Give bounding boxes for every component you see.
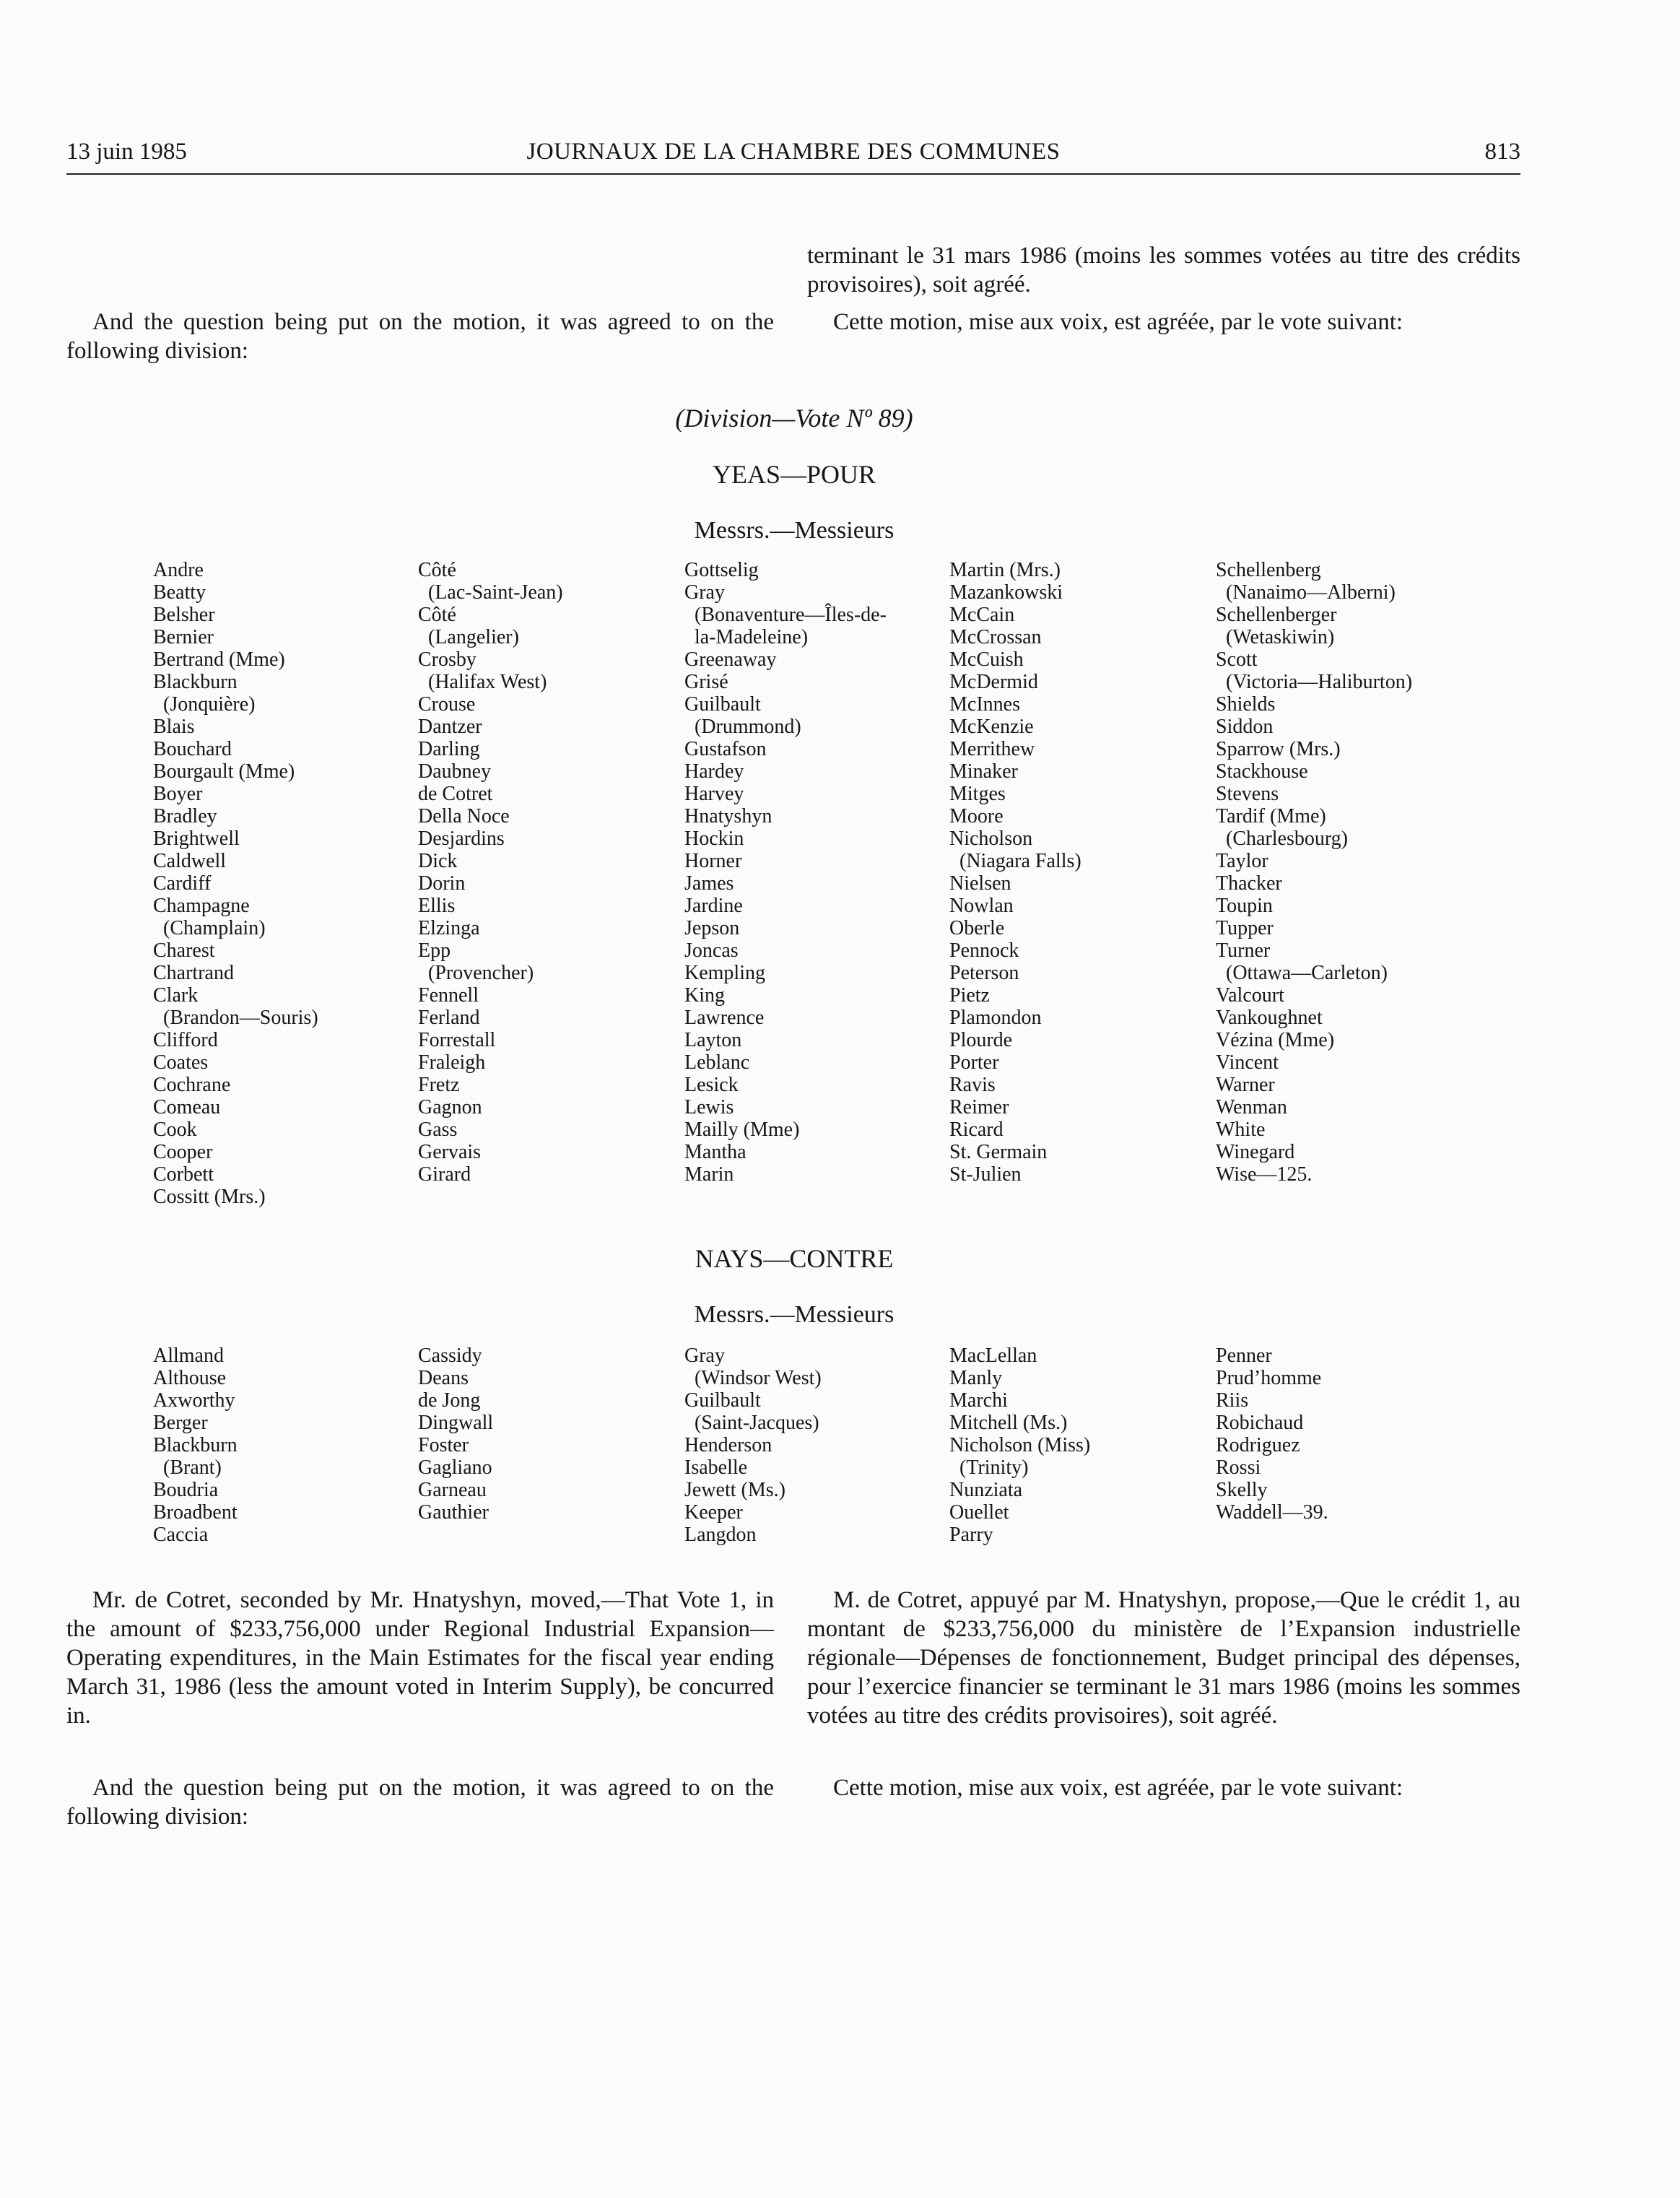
member-name: Elzinga (418, 917, 480, 939)
member-name: Lewis (684, 1096, 734, 1118)
member-name: Martin (Mrs.) (949, 559, 1061, 581)
member-name: Penner (1216, 1345, 1272, 1367)
member-name: Prud’homme (1216, 1367, 1322, 1389)
member-name: Jardine (684, 895, 743, 917)
member-name: Ravis (949, 1074, 996, 1096)
member-name: Bouchard (153, 738, 232, 760)
member-name: Mitchell (Ms.) (949, 1412, 1068, 1434)
member-name: Garneau (418, 1479, 487, 1501)
member-name: (Brant) (153, 1456, 222, 1479)
member-name: Crosby (418, 648, 476, 671)
member-name: King (684, 984, 725, 1007)
member-name: Plamondon (949, 1007, 1042, 1029)
member-name: Guilbault (684, 693, 761, 716)
member-name: Mitges (949, 783, 1006, 805)
member-name: Hnatyshyn (684, 805, 772, 827)
member-name: Beatty (153, 581, 206, 604)
member-name: Clifford (153, 1029, 218, 1051)
member-name: Wise—125. (1216, 1163, 1313, 1186)
nays-column-5 (1216, 1345, 1328, 1524)
member-name: la-Madeleine) (684, 626, 809, 648)
member-name: Cassidy (418, 1345, 482, 1367)
yeas-column-2 (418, 559, 563, 1186)
member-name: Forrestall (418, 1029, 496, 1051)
member-name: Fretz (418, 1074, 460, 1096)
header-rule (66, 173, 1520, 175)
member-name: (Trinity) (949, 1456, 1029, 1479)
member-name: Merrithew (949, 738, 1035, 760)
member-name: Mazankowski (949, 581, 1063, 604)
yeas-column-4 (949, 559, 1081, 1186)
member-name: Nicholson (949, 827, 1033, 850)
page-header (66, 139, 1520, 176)
member-name: Allmand (153, 1345, 224, 1367)
member-name: Gustafson (684, 738, 767, 760)
member-name: Côté (418, 604, 456, 626)
member-name: Blackburn (153, 1434, 238, 1456)
member-name: Comeau (153, 1096, 221, 1118)
member-name: Bertrand (Mme) (153, 648, 285, 671)
french-question-top: Cette motion, mise aux voix, est agréée, par le vote suivant: (833, 309, 1403, 335)
member-name: Cardiff (153, 872, 212, 895)
member-name: Robichaud (1216, 1412, 1304, 1434)
member-name: Bradley (153, 805, 217, 827)
nays-column-1 (153, 1345, 238, 1546)
member-name: Coates (153, 1051, 209, 1074)
member-name: McDermid (949, 671, 1038, 693)
member-name: Manly (949, 1367, 1003, 1389)
member-name: Girard (418, 1163, 471, 1186)
member-name: Hardey (684, 760, 744, 783)
member-name: MacLellan (949, 1345, 1037, 1367)
member-name: Parry (949, 1524, 993, 1546)
member-name: Vankoughnet (1216, 1007, 1323, 1029)
member-name: Jewett (Ms.) (684, 1479, 785, 1501)
member-name: (Lac-Saint-Jean) (418, 581, 563, 604)
member-name: de Jong (418, 1389, 481, 1412)
member-name: Rodriguez (1216, 1434, 1300, 1456)
member-name: Lawrence (684, 1007, 765, 1029)
member-name: Cook (153, 1118, 197, 1141)
member-name: Broadbent (153, 1501, 238, 1524)
member-name: Sparrow (Mrs.) (1216, 738, 1341, 760)
member-name: Nunziata (949, 1479, 1023, 1501)
member-name: Lesick (684, 1074, 739, 1096)
member-name: Warner (1216, 1074, 1275, 1096)
member-name: Tardif (Mme) (1216, 805, 1326, 827)
nays-column-2 (418, 1345, 493, 1524)
yeas-column-3 (684, 559, 887, 1186)
member-name: Deans (418, 1367, 469, 1389)
member-name: Fraleigh (418, 1051, 486, 1074)
member-name: Layton (684, 1029, 742, 1051)
member-name: Gauthier (418, 1501, 489, 1524)
member-name: Chartrand (153, 962, 234, 984)
member-name: McKenzie (949, 716, 1034, 738)
page-number: 813 (1484, 139, 1520, 165)
member-name: Desjardins (418, 827, 505, 850)
member-name: (Bonaventure—Îles-de- (684, 604, 887, 626)
member-name: Cooper (153, 1141, 213, 1163)
nays-column-4 (949, 1345, 1090, 1546)
member-name: Greenaway (684, 648, 777, 671)
member-name: Foster (418, 1434, 469, 1456)
member-name: Crouse (418, 693, 476, 716)
division-title: (Division—Vote Nº 89) (675, 404, 913, 433)
member-name: (Victoria—Haliburton) (1216, 671, 1413, 693)
member-name: McCuish (949, 648, 1024, 671)
member-name: Dick (418, 850, 458, 872)
member-name: Gray (684, 581, 725, 604)
member-name: Skelly (1216, 1479, 1268, 1501)
member-name: Henderson (684, 1434, 772, 1456)
member-name: Peterson (949, 962, 1019, 984)
member-name: James (684, 872, 734, 895)
member-name: (Saint-Jacques) (684, 1412, 819, 1434)
member-name: (Langelier) (418, 626, 519, 648)
member-name: Vincent (1216, 1051, 1279, 1074)
english-question-top: And the question being put on the motion, it was agreed to on the following division: (66, 309, 774, 364)
member-name: Guilbault (684, 1389, 761, 1412)
member-name: Charest (153, 939, 215, 962)
member-name: Grisé (684, 671, 728, 693)
nays-subheading: Messrs.—Messieurs (694, 1301, 895, 1328)
member-name: Nielsen (949, 872, 1011, 895)
member-name: Wenman (1216, 1096, 1287, 1118)
member-name: Andre (153, 559, 204, 581)
member-name: Dantzer (418, 716, 482, 738)
member-name: Gottselig (684, 559, 759, 581)
member-name: Gervais (418, 1141, 482, 1163)
member-name: Marin (684, 1163, 734, 1186)
member-name: Caldwell (153, 850, 227, 872)
member-name: Reimer (949, 1096, 1009, 1118)
member-name: Taylor (1216, 850, 1268, 872)
member-name: Waddell—39. (1216, 1501, 1328, 1524)
member-name: Daubney (418, 760, 492, 783)
nays-column-3 (684, 1345, 822, 1546)
member-name: Pietz (949, 984, 990, 1007)
member-name: Mailly (Mme) (684, 1118, 800, 1141)
member-name: Toupin (1216, 895, 1273, 917)
member-name: Minaker (949, 760, 1018, 783)
yeas-subheading: Messrs.—Messieurs (694, 517, 895, 544)
member-name: Plourde (949, 1029, 1013, 1051)
member-name: Winegard (1216, 1141, 1295, 1163)
yeas-column-1 (153, 559, 318, 1208)
member-name: McCain (949, 604, 1015, 626)
nays-heading: NAYS—CONTRE (695, 1244, 894, 1273)
journal-title: JOURNAUX DE LA CHAMBRE DES COMMUNES (526, 139, 1061, 165)
english-motion: Mr. de Cotret, seconded by Mr. Hnatyshyn, moved,—That Vote 1, in the amount of $233,756,000 under Regional Industrial Expansion—Operating expenditures, in the Main Estimates for the fiscal year ending March 31, 1986 (less the amount voted in Interim Supply), be concurred in. (66, 1587, 774, 1729)
member-name: Keeper (684, 1501, 743, 1524)
member-name: Nowlan (949, 895, 1014, 917)
member-name: Joncas (684, 939, 739, 962)
member-name: (Champlain) (153, 917, 266, 939)
member-name: Blackburn (153, 671, 238, 693)
member-name: de Cotret (418, 783, 493, 805)
member-name: Kempling (684, 962, 765, 984)
member-name: Epp (418, 939, 451, 962)
member-name: Gray (684, 1345, 725, 1367)
member-name: St. Germain (949, 1141, 1048, 1163)
member-name: Della Noce (418, 805, 510, 827)
member-name: Bourgault (Mme) (153, 760, 295, 783)
member-name: Stevens (1216, 783, 1279, 805)
member-name: Porter (949, 1051, 999, 1074)
english-question-bottom: And the question being put on the motion, it was agreed to on the following division: (66, 1775, 774, 1830)
member-name: Darling (418, 738, 480, 760)
member-name: Hockin (684, 827, 744, 850)
member-name: Gass (418, 1118, 458, 1141)
member-name: Turner (1216, 939, 1271, 962)
member-name: Cossitt (Mrs.) (153, 1186, 266, 1208)
member-name: Berger (153, 1412, 208, 1434)
member-name: (Provencher) (418, 962, 534, 984)
french-question-bottom: Cette motion, mise aux voix, est agréée, par le vote suivant: (833, 1775, 1403, 1801)
member-name: Ferland (418, 1007, 480, 1029)
member-name: Cochrane (153, 1074, 231, 1096)
member-name: Moore (949, 805, 1004, 827)
member-name: Clark (153, 984, 199, 1007)
member-name: White (1216, 1118, 1266, 1141)
member-name: Harvey (684, 783, 744, 805)
member-name: Corbett (153, 1163, 214, 1186)
member-name: Brightwell (153, 827, 240, 850)
member-name: (Windsor West) (684, 1367, 822, 1389)
member-name: Oberle (949, 917, 1005, 939)
member-name: Siddon (1216, 716, 1274, 738)
member-name: Riis (1216, 1389, 1249, 1412)
member-name: (Ottawa—Carleton) (1216, 962, 1388, 984)
member-name: Shields (1216, 693, 1276, 716)
member-name: Gagliano (418, 1456, 492, 1479)
member-name: St-Julien (949, 1163, 1022, 1186)
member-name: Boudria (153, 1479, 219, 1501)
member-name: (Brandon—Souris) (153, 1007, 318, 1029)
member-name: Ricard (949, 1118, 1004, 1141)
member-name: Stackhouse (1216, 760, 1308, 783)
member-name: (Halifax West) (418, 671, 547, 693)
member-name: Dorin (418, 872, 466, 895)
member-name: McInnes (949, 693, 1020, 716)
member-name: Gagnon (418, 1096, 482, 1118)
member-name: Côté (418, 559, 456, 581)
member-name: Rossi (1216, 1456, 1261, 1479)
member-name: (Wetaskiwin) (1216, 626, 1335, 648)
member-name: (Jonquière) (153, 693, 256, 716)
member-name: Marchi (949, 1389, 1008, 1412)
member-name: Blais (153, 716, 195, 738)
member-name: Vézina (Mme) (1216, 1029, 1335, 1051)
member-name: Thacker (1216, 872, 1282, 895)
member-name: Caccia (153, 1524, 209, 1546)
yeas-heading: YEAS—POUR (712, 460, 876, 489)
member-name: Scott (1216, 648, 1258, 671)
member-name: Fennell (418, 984, 479, 1007)
member-name: Dingwall (418, 1412, 494, 1434)
member-name: Champagne (153, 895, 250, 917)
member-name: Langdon (684, 1524, 757, 1546)
member-name: Ouellet (949, 1501, 1009, 1524)
member-name: Schellenberg (1216, 559, 1321, 581)
member-name: Ellis (418, 895, 456, 917)
member-name: Pennock (949, 939, 1019, 962)
member-name: Isabelle (684, 1456, 748, 1479)
french-motion: M. de Cotret, appuyé par M. Hnatyshyn, propose,—Que le crédit 1, au montant de $233,756,000 du ministère de l’Expansion industrielle régionale—Dépenses de fonctionnement, Budget principal des dépenses, pour l’exercice financier se terminant le 31 mars 1986 (moins les sommes votées au titre des crédits provisoires), soit agréé. (807, 1587, 1520, 1729)
member-name: Bernier (153, 626, 214, 648)
member-name: (Charlesbourg) (1216, 827, 1348, 850)
header-date: 13 juin 1985 (66, 139, 187, 165)
member-name: Boyer (153, 783, 203, 805)
member-name: McCrossan (949, 626, 1042, 648)
member-name: Tupper (1216, 917, 1274, 939)
member-name: Jepson (684, 917, 740, 939)
member-name: (Nanaimo—Alberni) (1216, 581, 1396, 604)
french-continuation: terminant le 31 mars 1986 (moins les sommes votées au titre des crédits provisoires), soit agréé. (807, 243, 1520, 297)
member-name: (Drummond) (684, 716, 801, 738)
member-name: Leblanc (684, 1051, 750, 1074)
member-name: Mantha (684, 1141, 747, 1163)
member-name: (Niagara Falls) (949, 850, 1081, 872)
member-name: Belsher (153, 604, 215, 626)
member-name: Nicholson (Miss) (949, 1434, 1091, 1456)
member-name: Althouse (153, 1367, 227, 1389)
member-name: Schellenberger (1216, 604, 1337, 626)
member-name: Axworthy (153, 1389, 235, 1412)
member-name: Valcourt (1216, 984, 1284, 1007)
member-name: Horner (684, 850, 742, 872)
yeas-column-5 (1216, 559, 1412, 1186)
